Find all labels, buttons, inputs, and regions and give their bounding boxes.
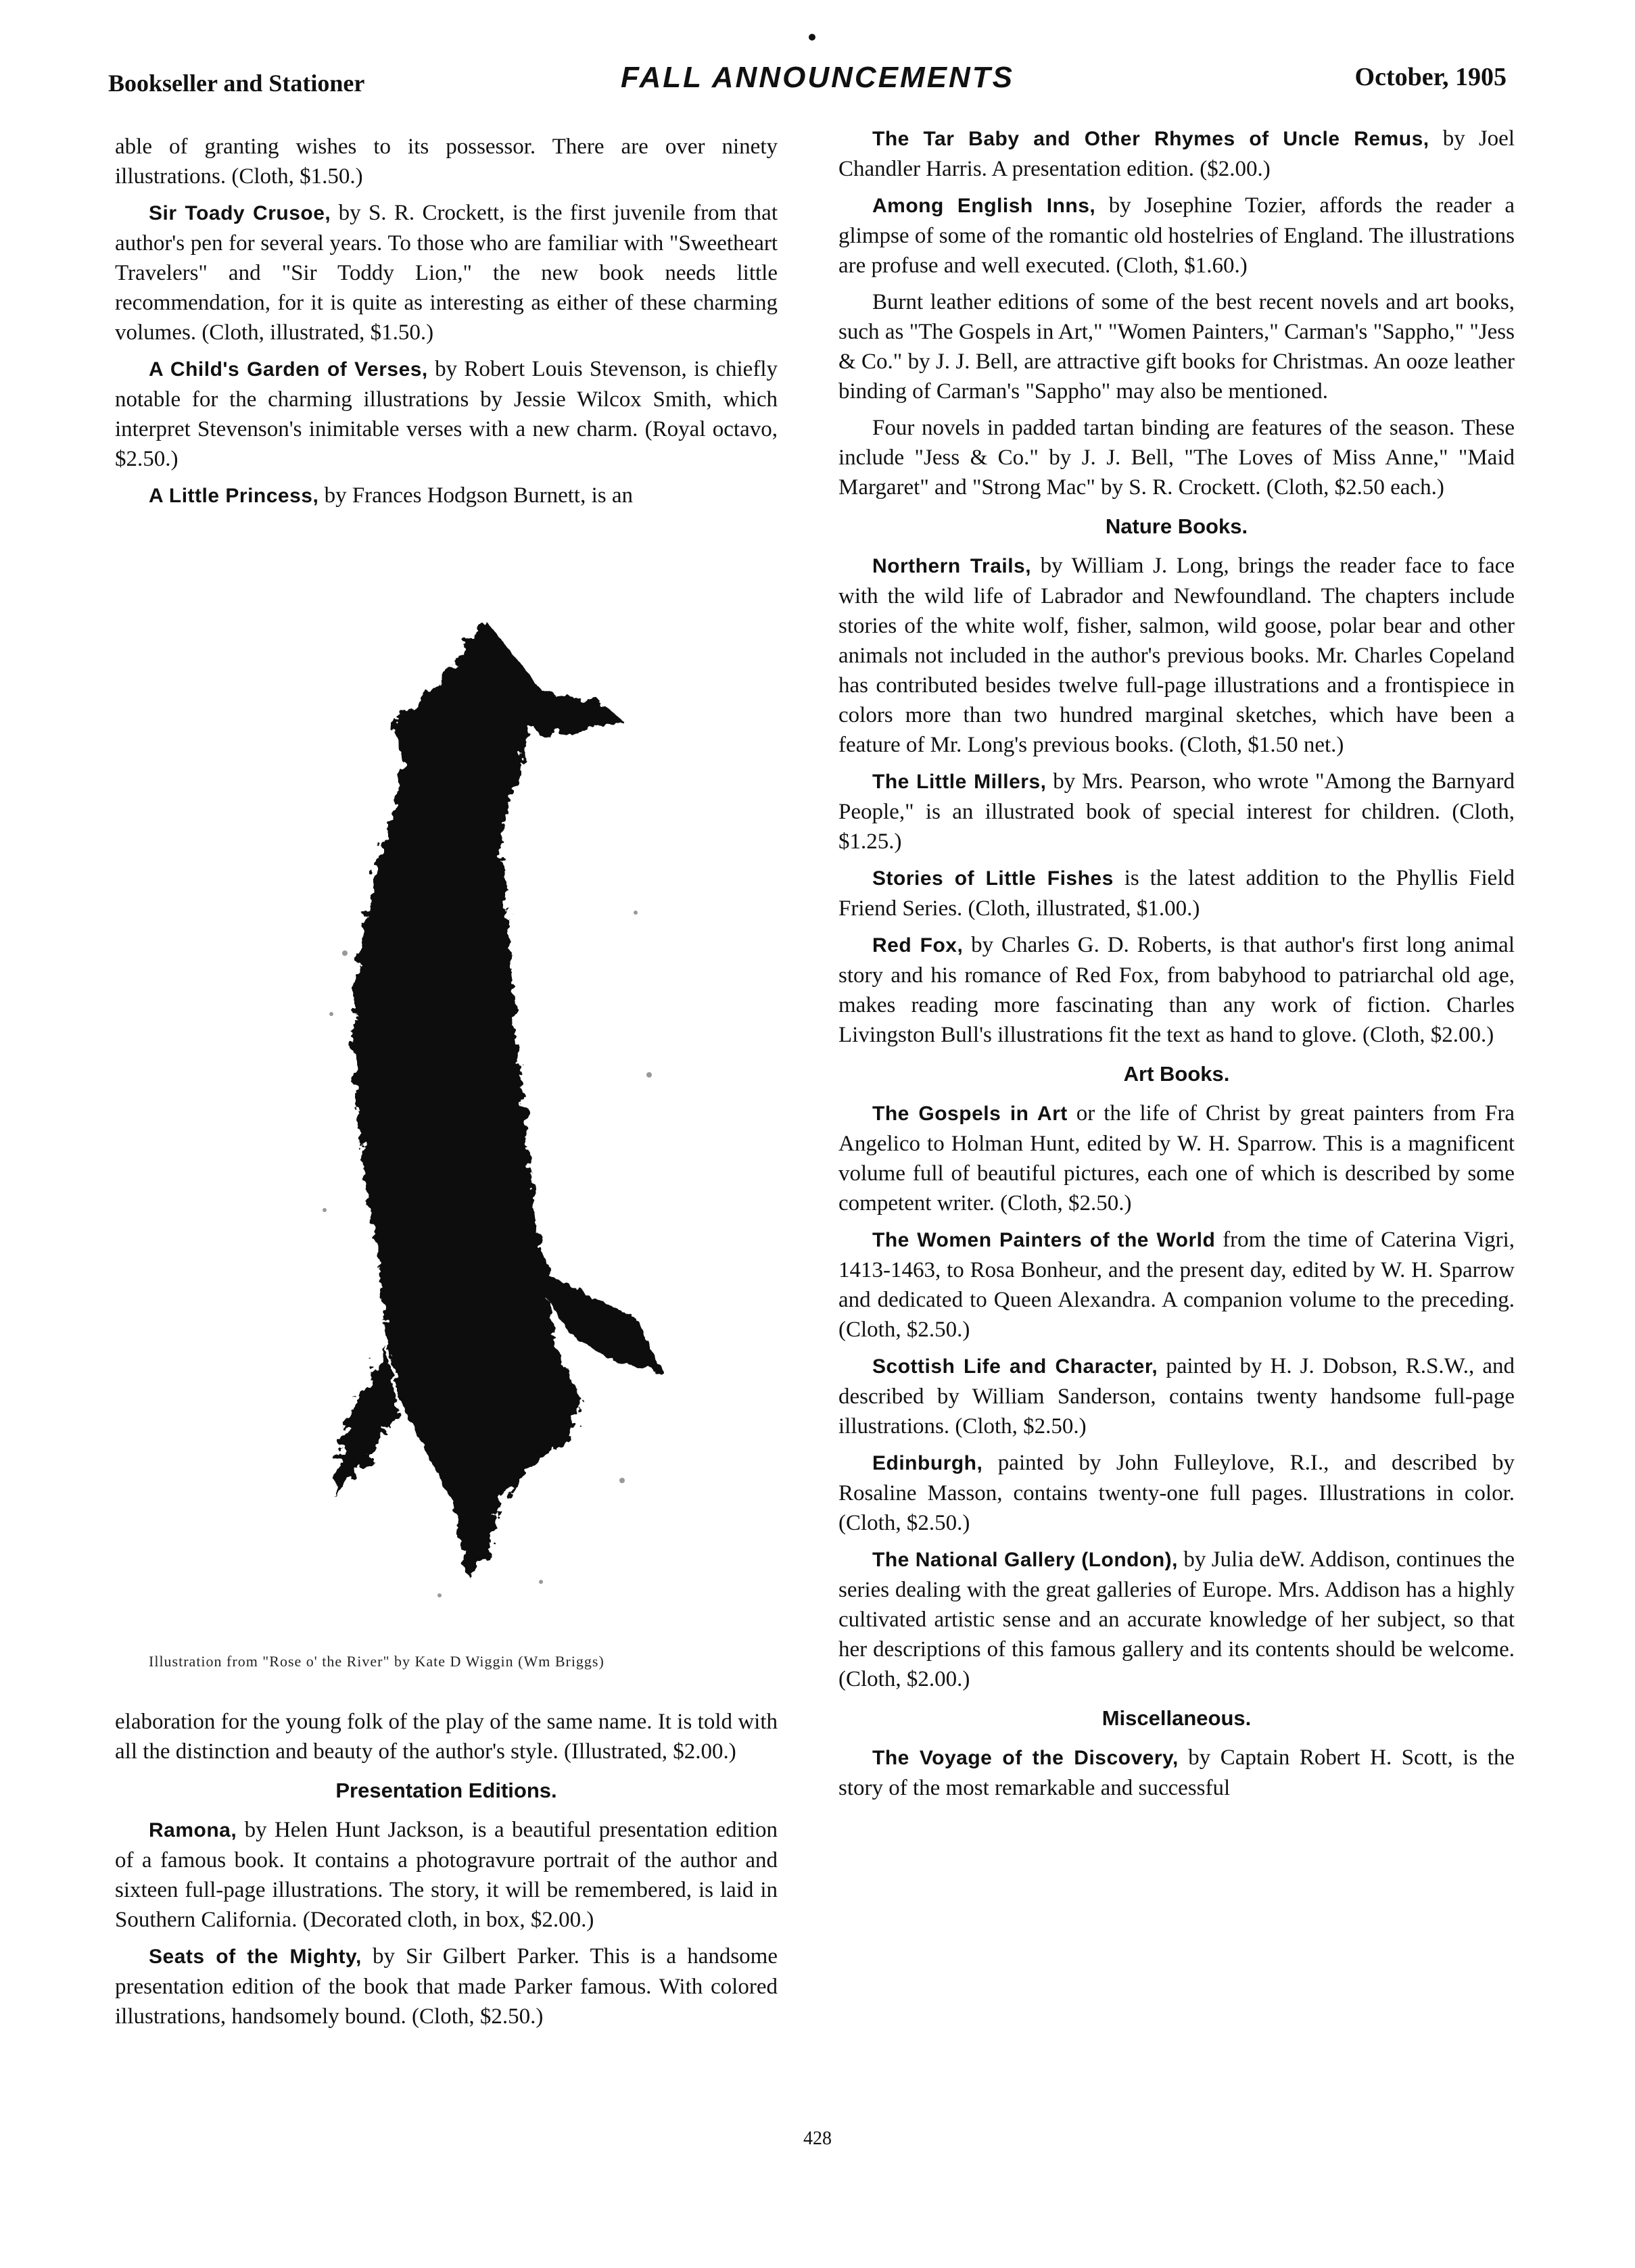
book-title: Ramona, — [149, 1819, 237, 1841]
entry-text: elaboration for the young folk of the play of the same name. It is told with all the distinction and beauty of the author's style. (Illustrated, $2.00.) — [115, 1710, 778, 1764]
left-column-top — [115, 132, 778, 518]
book-title: A Child's Garden of Verses, — [149, 358, 428, 381]
book-entry — [838, 1099, 1515, 1218]
entry-text: by Sir Gilbert Parker. This is a handsome presentation edition of the book that made Parker famous. With colored illustrations, handsomely bound. (Cloth, $2.50.) — [115, 1944, 778, 2029]
book-title: The Women Painters of the World — [872, 1229, 1216, 1251]
right-column — [838, 124, 1515, 1810]
book-title: The National Gallery (London), — [872, 1549, 1178, 1571]
issue-date: October, 1905 — [1354, 63, 1507, 91]
entry-text: by William J. Long, brings the reader face to face with the wild life of Labrador and Newfoundland. The chapters include stories of the white wolf, fisher, salmon, wild goose, polar bear and other animals not included in the author's previous books. Mr. Charles Copeland has contributed besides twelve full-page illustrations and a frontispiece in colors more than two hundred marginal sketches, which have been a feature of Mr. Long's previous books. (Cloth, $1.50 net.) — [838, 554, 1515, 757]
book-entry — [838, 1448, 1515, 1538]
entry-text: Burnt leather editions of some of the best recent novels and art books, such as "The Gospels in Art," "Women Painters," Carman's "Sappho," "Jess & Co." by J. J. Bell, are attractive gift books for Christmas. An ooze leather binding of Carman's "Sappho" may also be mentioned. — [838, 290, 1515, 404]
book-entry — [838, 191, 1515, 281]
book-title: A Little Princess, — [149, 485, 319, 507]
book-title: Edinburgh, — [872, 1452, 983, 1474]
publication-name: Bookseller and Stationer — [108, 70, 365, 97]
book-entry — [838, 863, 1515, 923]
book-title: Stories of Little Fishes — [872, 867, 1114, 890]
page-header — [0, 55, 1635, 110]
paragraph — [838, 413, 1515, 502]
entry-text: by Robert Louis Stevenson, is chiefly notable for the charming illustrations by Jessie Wilcox Smith, which interpret Stevenson's inimitable verses with a new charm. (Royal octavo, $2.50.) — [115, 357, 778, 471]
entry-text: by Captain Robert H. Scott, is the story of the most remarkable and successful — [838, 1745, 1515, 1800]
entry-text: by Mrs. Pearson, who wrote "Among the Barnyard People," is an illustrated book of special interest for children. (Cloth, $1.25.) — [838, 769, 1515, 854]
book-entry — [838, 551, 1515, 760]
entry-text: by Helen Hunt Jackson, is a beautiful presentation edition of a famous book. It contains a photogravure portrait of the author and sixteen full-page illustrations. The story, it will be remembered, is laid in Southern California. (Decorated cloth, in box, $2.00.) — [115, 1818, 778, 1932]
book-title: Sir Toady Crusoe, — [149, 202, 331, 224]
illustration-caption: Illustration from "Rose o' the River" by Kate D Wiggin (Wm Briggs) — [149, 1653, 605, 1670]
entry-text: is the latest addition to the Phyllis Field Friend Series. (Cloth, illustrated, $1.00.) — [838, 866, 1515, 921]
book-title: The Little Millers, — [872, 771, 1047, 793]
entry-text: by Charles G. D. Roberts, is that author's first long animal story and his romance of Red Fox, from babyhood to patriarchal old age, makes reading more fascinating than any work of fiction. Charles Livingston Bull's illustrations fit the text as hand to glove. (Cloth, $2.00.) — [838, 933, 1515, 1047]
entry-text: or the life of Christ by great painters from Fra Angelico to Holman Hunt, edited by W. H. Sparrow. This is a magnificent volume full of beautiful pictures, each one of which is described by some competent writer. (Cloth, $2.50.) — [838, 1101, 1515, 1215]
entry-text: by Julia deW. Addison, continues the series dealing with the great galleries of Europe. Mrs. Addison has a highly cultivated artistic sense and an accurate knowledge of her subject, so that her descriptions of this famous gallery and its contents should be welcome. (Cloth, $2.00.) — [838, 1547, 1515, 1691]
section-heading: Presentation Editions. — [335, 1779, 557, 1802]
paragraph — [838, 287, 1515, 406]
book-title: The Voyage of the Discovery, — [872, 1747, 1179, 1769]
book-entry — [838, 930, 1515, 1050]
page-number: 428 — [803, 2128, 832, 2149]
book-title: Scottish Life and Character, — [872, 1355, 1158, 1378]
book-entry — [838, 767, 1515, 856]
entry-text: from the time of Caterina Vigri, 1413-1463, to Rosa Bonheur, and the present day, edited by W. H. Sparrow and dedicated to Queen Alexandra. A companion volume to the preceding. (Cloth, $2.50.) — [838, 1228, 1515, 1342]
entry-text: painted by John Fulleylove, R.I., and described by Rosaline Masson, contains twenty-one full pages. Illustrations in color. (Cloth, $2.50.) — [838, 1451, 1515, 1535]
book-entry — [838, 124, 1515, 184]
book-illustration — [284, 602, 703, 1616]
section-title: FALL ANNOUNCEMENTS — [621, 61, 1014, 94]
section-heading: Art Books. — [1123, 1062, 1230, 1086]
paragraph — [115, 1707, 778, 1766]
book-entry — [115, 354, 778, 474]
entry-text: painted by H. J. Dobson, R.S.W., and described by William Sanderson, contains twenty handsome full-page illustrations. (Cloth, $2.50.) — [838, 1354, 1515, 1439]
book-title: The Gospels in Art — [872, 1103, 1068, 1125]
book-entry — [115, 198, 778, 347]
book-entry — [838, 1351, 1515, 1441]
book-title: Northern Trails, — [872, 555, 1032, 577]
book-entry — [838, 1545, 1515, 1694]
left-column-bottom — [115, 1707, 778, 2038]
book-title: Among English Inns, — [872, 195, 1096, 217]
book-entry — [115, 1941, 778, 2031]
entry-text: able of granting wishes to its possessor. There are over ninety illustrations. (Cloth, $1.50.) — [115, 135, 778, 189]
entry-text: by Joel Chandler Harris. A presentation edition. ($2.00.) — [838, 126, 1515, 181]
book-entry — [115, 481, 778, 511]
book-title: The Tar Baby and Other Rhymes of Uncle Remus, — [872, 128, 1429, 150]
entry-text: by S. R. Crockett, is the first juvenile from that author's pen for several years. To those who are familiar with "Sweetheart Travelers" and "Sir Toddy Lion," the new book needs little recommendation, for it is quite as interesting as either of these charming volumes. (Cloth, illustrated, $1.50.) — [115, 201, 778, 345]
book-title: Seats of the Mighty, — [149, 1946, 362, 1968]
paragraph — [115, 132, 778, 191]
book-entry — [115, 1815, 778, 1935]
section-heading: Miscellaneous. — [1101, 1706, 1252, 1730]
entry-text: Four novels in padded tartan binding are features of the season. These include "Jess & Co." by J. J. Bell, "The Loves of Miss Anne," "Maid Margaret" and "Strong Mac" by S. R. Crockett. (Cloth, $2.50 each.) — [838, 416, 1515, 500]
section-heading: Nature Books. — [1105, 514, 1248, 538]
entry-text: by Frances Hodgson Burnett, is an — [318, 483, 634, 508]
book-entry — [838, 1225, 1515, 1345]
print-speck — [809, 34, 815, 41]
book-entry — [838, 1743, 1515, 1803]
book-title: Red Fox, — [872, 934, 964, 957]
entry-text: by Josephine Tozier, affords the reader a glimpse of some of the romantic old hostelries of England. The illustrations are profuse and well executed. (Cloth, $1.60.) — [838, 193, 1515, 278]
